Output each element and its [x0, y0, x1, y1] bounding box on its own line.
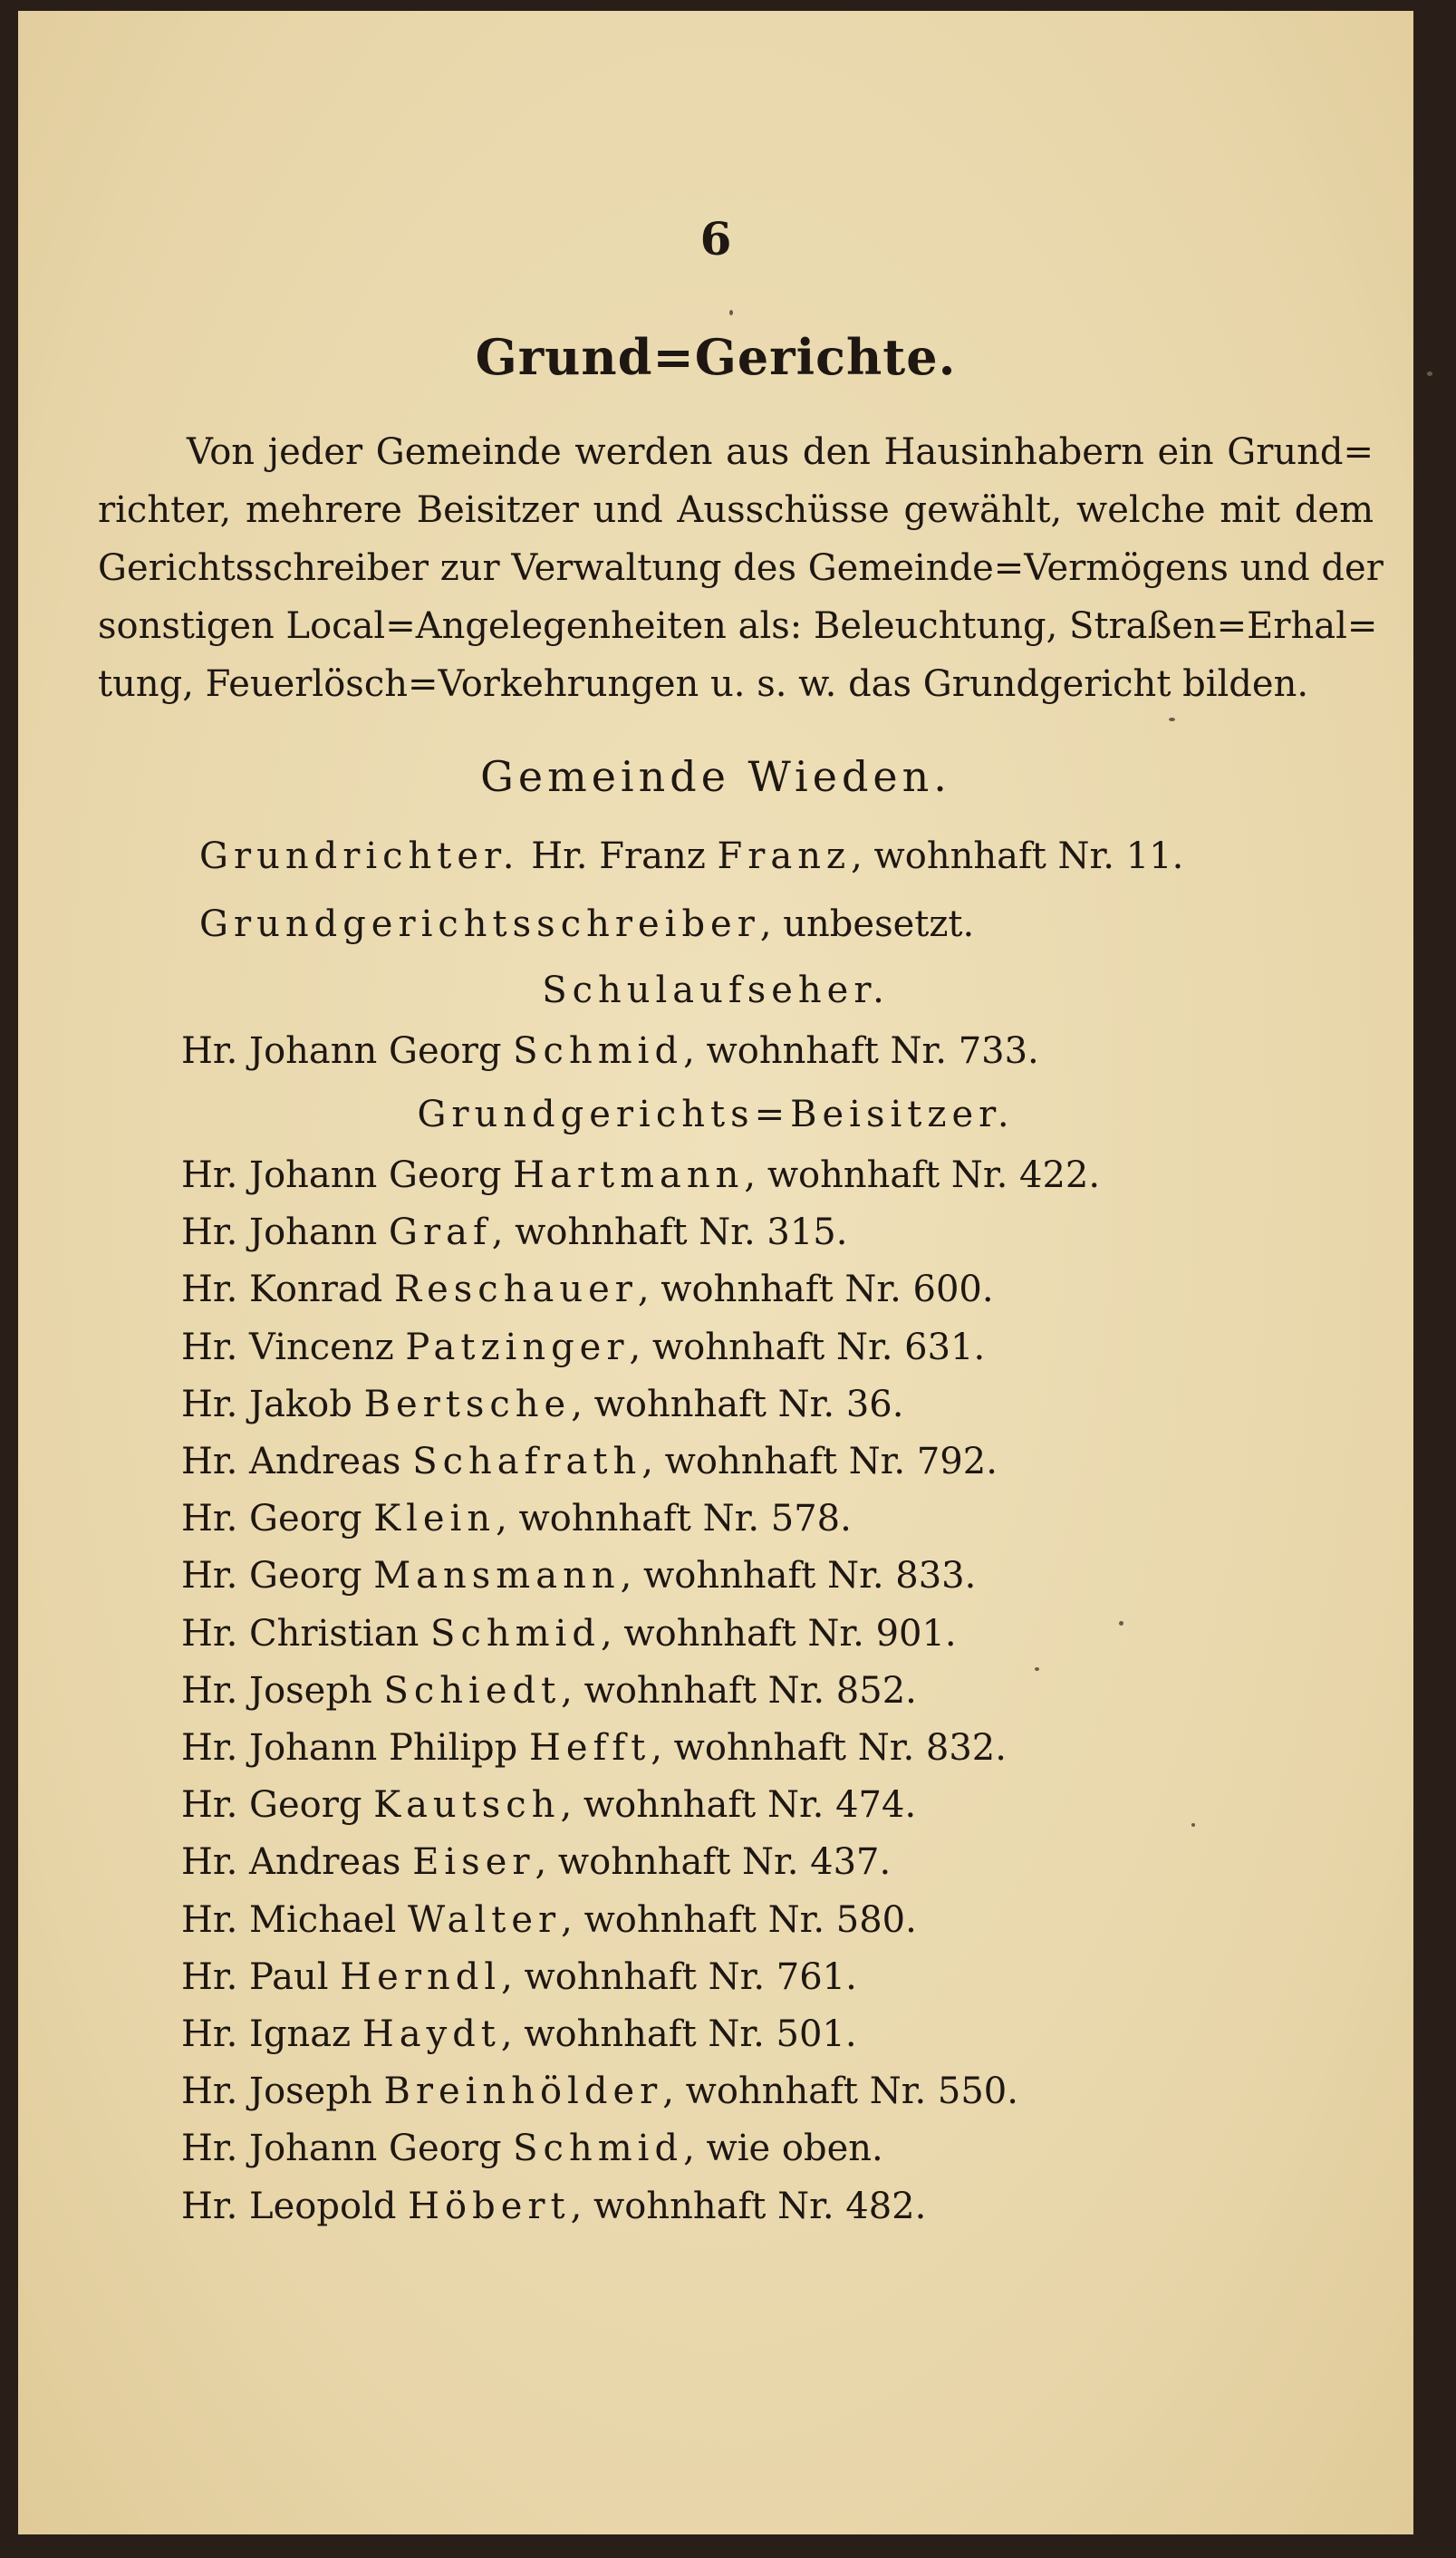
grundrichter-surname: Franz: [717, 835, 852, 877]
person-prefix: Hr. Michael: [181, 1898, 397, 1941]
person-surname: Breinhölder: [383, 2071, 663, 2113]
person-prefix: Hr. Vincenz: [181, 1326, 394, 1368]
person-surname: Höbert: [408, 2185, 571, 2227]
paper-speck: [1191, 1823, 1195, 1827]
person-rest: , wohnhaft Nr. 792.: [641, 1441, 998, 1482]
beisitzer-row: [181, 1727, 1007, 1769]
person-rest: , wohnhaft Nr. 580.: [561, 1898, 917, 1941]
grundrichter-label: Grundrichter.: [199, 835, 520, 877]
beisitzer-row: [181, 1327, 985, 1368]
person-prefix: Hr. Konrad: [181, 1269, 383, 1311]
person-surname: Klein: [373, 1498, 497, 1540]
beisitzer-row: [181, 1269, 994, 1310]
beisitzer-row: [181, 2071, 1018, 2112]
person-prefix: Hr. Leopold: [181, 2185, 397, 2227]
person-rest: , wohnhaft Nr. 578.: [496, 1498, 852, 1540]
person-prefix: Hr. Christian: [181, 1612, 419, 1655]
beisitzer-row: [181, 2128, 883, 2169]
person-rest: , wohnhaft Nr. 36.: [571, 1383, 904, 1425]
person-surname: Schafrath: [412, 1441, 642, 1482]
paper-speck: [1169, 718, 1175, 721]
person-prefix: Hr. Paul: [181, 1955, 329, 1998]
intro-line: Von jeder Gemeinde werden aus den Hausinhabern ein Grund=: [187, 431, 1374, 473]
person-surname: Haydt: [362, 2013, 501, 2055]
page-number: 6: [699, 212, 732, 265]
beisitzer-row: [181, 1841, 891, 1883]
person-surname: Hartmann: [513, 1154, 745, 1196]
person-surname: Graf: [389, 1211, 492, 1254]
person-surname: Eiser: [412, 1841, 535, 1884]
beisitzer-row: [181, 1670, 917, 1712]
person-surname: Schmid: [430, 1612, 601, 1655]
person-surname: Bertsche: [363, 1383, 572, 1425]
person-prefix: Hr. Andreas: [181, 1441, 401, 1482]
intro-line: tung, Feuerlösch=Vorkehrungen u. s. w. das Grundgericht bilden.: [98, 663, 1309, 705]
beisitzer-row: [181, 1784, 916, 1826]
person-rest: , wohnhaft Nr. 422.: [744, 1154, 1101, 1196]
person-surname: Kautsch: [373, 1784, 561, 1827]
person-surname: Walter: [407, 1898, 562, 1941]
person-prefix: Hr. Johann Georg: [181, 2128, 502, 2170]
person-prefix: Hr. Andreas: [181, 1841, 401, 1884]
person-surname: Schmid: [513, 1030, 684, 1072]
beisitzer-row: [181, 1956, 857, 1998]
person-prefix: Hr. Joseph: [181, 1669, 372, 1712]
book-page: [18, 11, 1413, 2534]
person-rest: , wohnhaft Nr. 437.: [535, 1841, 892, 1884]
person-surname: Schiedt: [383, 1669, 562, 1712]
person-prefix: Hr. Georg: [181, 1784, 362, 1827]
beisitzer-row: [181, 1613, 957, 1655]
intro-line: sonstigen Local=Angelegenheiten als: Beleuchtung, Straßen=Erhal=: [98, 605, 1378, 647]
beisitzer-row: [181, 2013, 857, 2055]
paper-speck: [1035, 1667, 1039, 1671]
gerichtsschreiber-label: Grundgerichtsschreiber: [199, 903, 760, 945]
person-rest: , wohnhaft Nr. 832.: [651, 1727, 1007, 1769]
gerichtsschreiber-row: [199, 903, 974, 945]
beisitzer-row: [181, 1899, 917, 1941]
beisitzer-row: [181, 1384, 903, 1425]
gerichtsschreiber-rest: , unbesetzt.: [759, 903, 975, 945]
person-rest: , wohnhaft Nr. 474.: [560, 1784, 917, 1827]
person-rest: , wohnhaft Nr. 631.: [629, 1326, 986, 1368]
beisitzer-row: [181, 1441, 998, 1482]
paper-speck: [729, 310, 733, 315]
person-surname: Herndl: [340, 1955, 502, 1998]
person-prefix: Hr. Johann: [181, 1211, 378, 1254]
person-surname: Hefft: [529, 1727, 651, 1769]
schulaufseher-row: [181, 1030, 1039, 1072]
intro-paragraph: [98, 423, 1384, 713]
person-rest: , wohnhaft Nr. 761.: [501, 1955, 857, 1998]
person-surname: Schmid: [513, 2128, 684, 2170]
section-heading: Gemeinde Wieden.: [480, 752, 951, 801]
intro-line: Gerichtsschreiber zur Verwaltung des Gemeinde=Vermögens und der: [98, 547, 1384, 589]
person-rest: , wohnhaft Nr. 901.: [600, 1612, 957, 1655]
person-rest: , wohnhaft Nr. 852.: [561, 1669, 917, 1712]
person-rest: , wohnhaft Nr. 550.: [662, 2071, 1018, 2113]
person-prefix: Hr. Johann Philipp: [181, 1727, 518, 1769]
person-surname: Reschauer: [393, 1269, 638, 1311]
person-prefix: Hr. Joseph: [181, 2071, 372, 2113]
person-prefix: Hr. Ignaz: [181, 2013, 352, 2055]
beisitzer-row: [181, 1498, 852, 1540]
grundrichter-row: [199, 835, 1183, 877]
person-rest: , wohnhaft Nr. 600.: [637, 1269, 994, 1311]
person-rest: , wohnhaft Nr. 482.: [570, 2185, 927, 2227]
page-title: Grund=Gerichte.: [475, 328, 957, 386]
person-rest: , wohnhaft Nr. 733.: [683, 1030, 1039, 1072]
paper-speck: [1119, 1621, 1123, 1626]
person-surname: Patzinger: [405, 1326, 630, 1368]
beisitzer-row: [181, 1211, 847, 1253]
person-rest: , wohnhaft Nr. 833.: [620, 1555, 977, 1598]
beisitzer-heading: Grundgerichts=Beisitzer.: [417, 1094, 1015, 1135]
beisitzer-row: [181, 2186, 926, 2227]
person-prefix: Hr. Georg: [181, 1498, 362, 1540]
person-prefix: Hr. Johann Georg: [181, 1154, 502, 1196]
person-rest: , wie oben.: [683, 2128, 883, 2170]
schulaufseher-heading: Schulaufseher.: [542, 970, 890, 1011]
person-prefix: Hr. Georg: [181, 1555, 362, 1598]
paper-speck: [1427, 372, 1432, 376]
beisitzer-row: [181, 1154, 1100, 1196]
person-rest: , wohnhaft Nr. 315.: [491, 1211, 848, 1254]
person-prefix: Hr. Johann Georg: [181, 1030, 502, 1072]
beisitzer-row: [181, 1555, 976, 1597]
person-rest: , wohnhaft Nr. 501.: [500, 2013, 857, 2055]
grundrichter-prefix: Hr. Franz: [531, 835, 706, 877]
grundrichter-rest: , wohnhaft Nr. 11.: [851, 835, 1184, 877]
intro-line: richter, mehrere Beisitzer und Ausschüsse gewählt, welche mit dem: [98, 489, 1374, 531]
person-prefix: Hr. Jakob: [181, 1383, 352, 1425]
person-surname: Mansmann: [373, 1555, 621, 1598]
